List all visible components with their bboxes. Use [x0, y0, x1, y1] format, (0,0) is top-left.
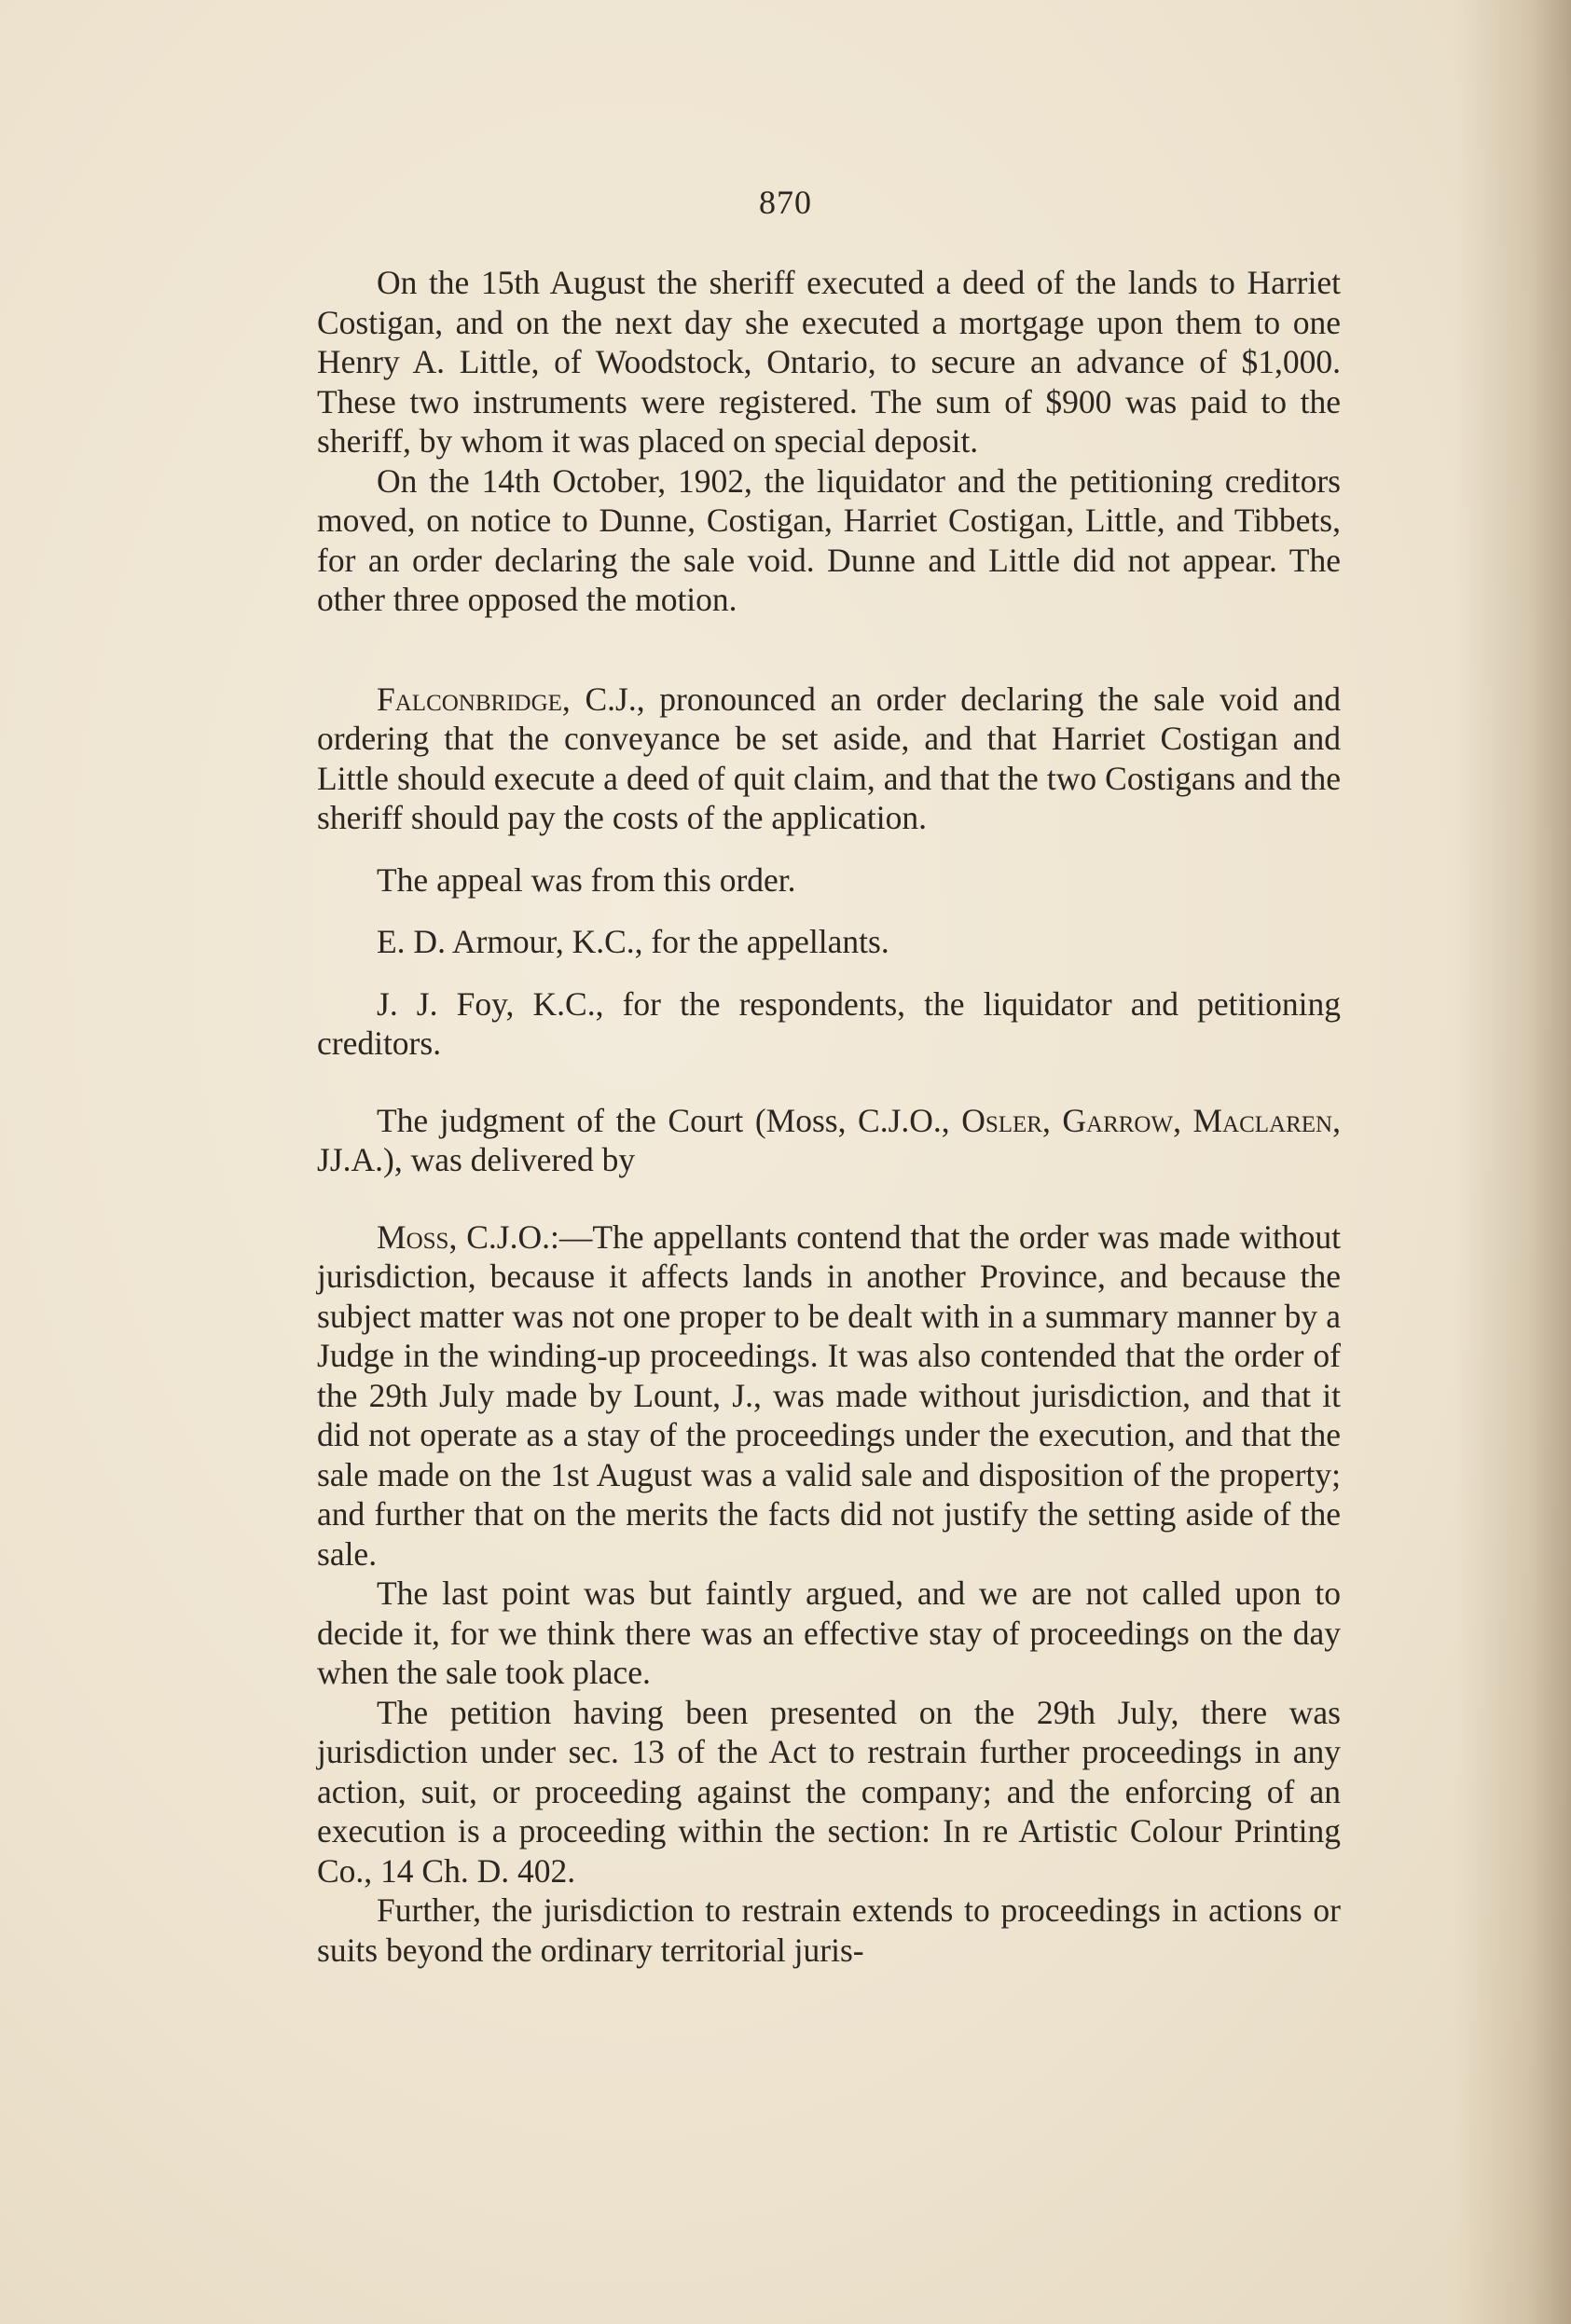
- text-run: On the 15th August the sheriff executed a deed of the lands to Harriet Costigan, and on the next day she executed a mortgage upon them to one Henry A. Little, of Woodstock, Ontario, to secure an advance of $1,000. These two instruments were registered. The sum of $900 was paid to the sheriff, by whom it was placed on special deposit.: [317, 264, 1341, 460]
- text-run: , JJ.A.), was delivered by: [317, 1101, 1341, 1178]
- paragraph-motion: [317, 461, 1341, 620]
- text-run: The petition having been presented on the 29th July, there was jurisdiction under sec. 13 of the Act to restrain further proceedings in any action, suit, or proceeding against the company; and the enforcing of an execution is a proceeding within the section: In re Artistic Colour Printing Co., 14 Ch. D. 402.: [317, 1693, 1341, 1890]
- text-run: , C.J.O.:—The appellants contend that the order was made without jurisdiction, because it affects lands in another Province, and because the subject matter was not one proper to be dealt with in a summary manner by a Judge in the winding-up proceedings. It was also contended that the order of the 29th July made by Lount, J., was made without jurisdiction, and that it did not operate as a stay of the proceedings under the execution, and that the sale made on the 1st August was a valid sale and disposition of the property; and further that on the merits the facts did not justify the setting aside of the sale.: [317, 1217, 1341, 1573]
- paragraph-deed: [317, 263, 1341, 461]
- text-run: , C.J., pronounced an order declaring the sale void and ordering that the conveyance be set aside, and that Harriet Costigan and Little should execute a deed of quit claim, and that the two Costigans and the sheriff should pay the costs of the application.: [317, 680, 1341, 836]
- small-caps-name: Osler, Garrow, Maclaren: [961, 1101, 1333, 1139]
- text-run: On the 14th October, 1902, the liquidator and the petitioning creditors moved, on notice to Dunne, Costigan, Harriet Costigan, Little, and Tibbets, for an order declaring the sale void. Dunne and Little did not appear. The other three opposed the motion.: [317, 461, 1341, 618]
- paragraph-counsel-respondents: [317, 984, 1341, 1064]
- text-run: Further, the jurisdiction to restrain extends to proceedings in actions or suits beyond the ordinary territorial juris-: [317, 1891, 1341, 1969]
- paragraph-jurisdiction: [317, 1891, 1341, 1970]
- small-caps-name: Falconbridge: [377, 680, 562, 718]
- paragraph-appeal: [317, 860, 1341, 901]
- paragraph-judgment-intro: [317, 1101, 1341, 1180]
- text-run: The appeal was from this order.: [377, 860, 796, 899]
- text-run: J. J. Foy, K.C., for the respondents, the liquidator and petitioning creditors.: [317, 984, 1341, 1062]
- small-caps-name: Moss: [377, 1217, 449, 1256]
- paragraph-counsel-appellants: [317, 922, 1341, 962]
- text-run: The judgment of the Court (Moss, C.J.O.,: [377, 1101, 962, 1139]
- body-text: [317, 263, 1341, 1970]
- paragraph-moss-judgment: [317, 1217, 1341, 1575]
- text-run: E. D. Armour, K.C., for the appellants.: [377, 923, 889, 960]
- paragraph-falconbridge-order: [317, 680, 1341, 838]
- paragraph-stay: [317, 1574, 1341, 1693]
- text-run: The last point was but faintly argued, and we are not called upon to decide it, for we think there was an effective stay of proceedings on the day when the sale took place.: [317, 1575, 1341, 1691]
- page-number: 870: [759, 184, 812, 221]
- paragraph-petition: [317, 1693, 1341, 1891]
